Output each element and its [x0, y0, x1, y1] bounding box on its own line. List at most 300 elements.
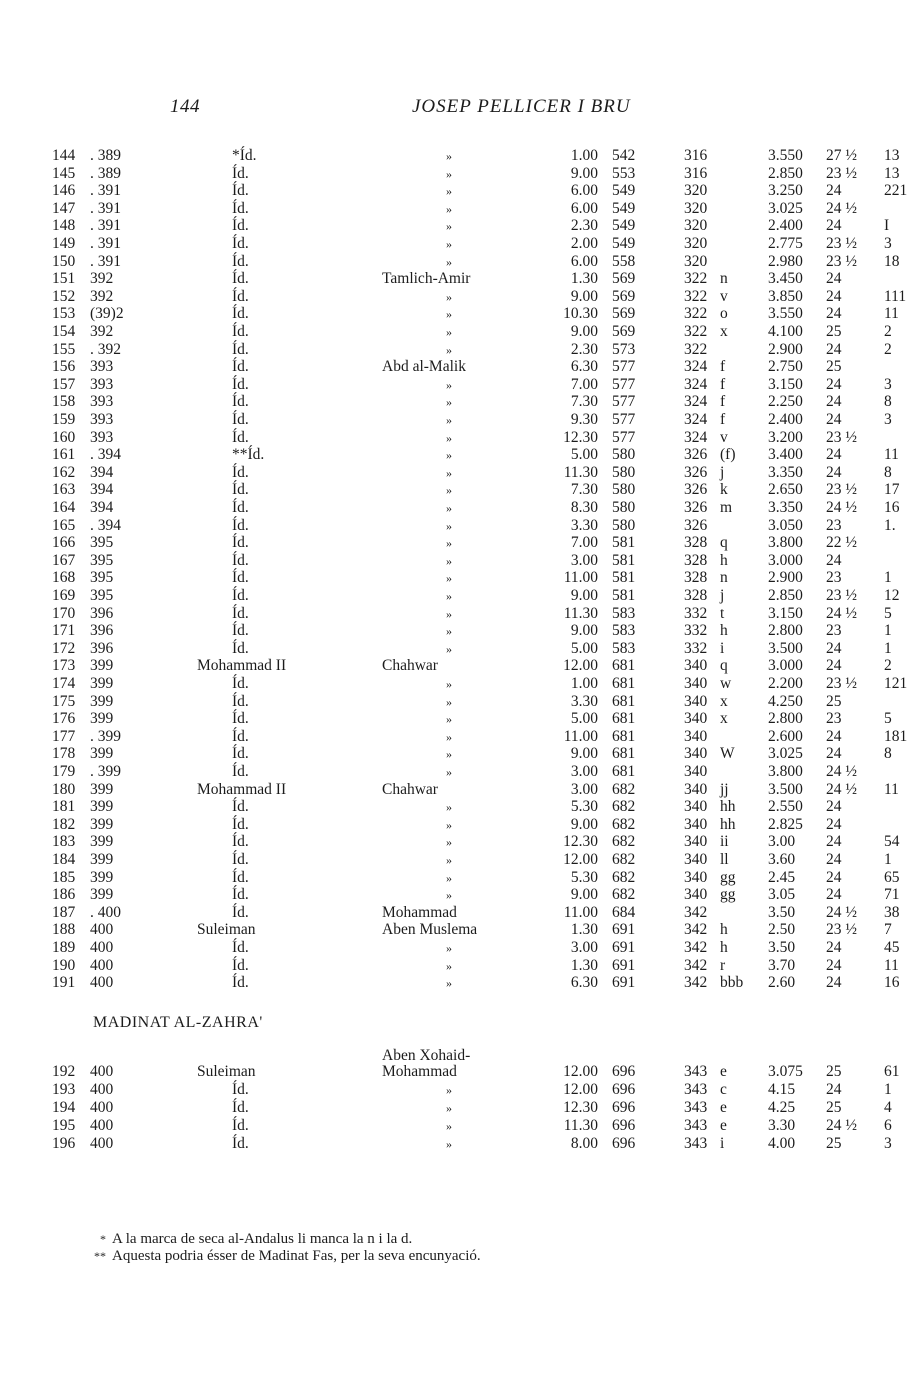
variant-letter-cell: jj — [720, 781, 729, 798]
weight-cell: 9.00 — [570, 816, 598, 833]
diameter-cell: 25 — [826, 693, 842, 710]
measure-cell: 3.850 — [768, 288, 803, 305]
table-row — [0, 710, 913, 728]
catalog-cell: 340 — [684, 710, 708, 727]
reference-cell: 577 — [612, 429, 636, 446]
measure-cell: 2.45 — [768, 869, 796, 886]
year-cell: 399 — [90, 745, 114, 762]
governor-cell: » — [446, 624, 452, 638]
coin-number: 191 — [52, 974, 76, 991]
measure-cell: 2.400 — [768, 411, 803, 428]
diameter-cell: 24 ½ — [826, 781, 857, 798]
coin-number: 157 — [52, 376, 76, 393]
year-cell: 394 — [90, 481, 114, 498]
variant-letter-cell: bbb — [720, 974, 744, 991]
extra-cell: 1 — [884, 1081, 892, 1098]
catalog-cell: 343 — [684, 1081, 708, 1098]
coin-number: 165 — [52, 517, 76, 534]
reference-cell: 681 — [612, 657, 636, 674]
table-row — [0, 869, 913, 887]
reference-cell: 581 — [612, 534, 636, 551]
coin-number: 196 — [52, 1135, 76, 1152]
ruler-cell: Íd. — [232, 305, 249, 322]
catalog-cell: 320 — [684, 253, 708, 270]
reference-cell: 691 — [612, 921, 636, 938]
variant-letter-cell: x — [720, 323, 728, 340]
coin-number: 160 — [52, 429, 76, 446]
coin-number: 163 — [52, 481, 76, 498]
variant-letter-cell: e — [720, 1117, 727, 1134]
coin-number: 195 — [52, 1117, 76, 1134]
table-row — [0, 957, 913, 975]
diameter-cell: 25 — [826, 323, 842, 340]
extra-cell: 3 — [884, 1135, 892, 1152]
governor-cell: » — [446, 378, 452, 392]
reference-cell: 682 — [612, 886, 636, 903]
variant-letter-cell: x — [720, 693, 728, 710]
coin-number: 148 — [52, 217, 76, 234]
reference-cell: 583 — [612, 605, 636, 622]
governor-cell: Abd al-Malik — [382, 358, 466, 375]
ruler-cell: Íd. — [232, 728, 249, 745]
footnotes — [78, 1231, 481, 1265]
year-cell: 399 — [90, 869, 114, 886]
ruler-cell: Íd. — [232, 270, 249, 287]
coin-number: 182 — [52, 816, 76, 833]
reference-cell: 580 — [612, 446, 636, 463]
weight-cell: 5.00 — [570, 640, 598, 657]
ruler-cell: **Íd. — [232, 446, 265, 463]
diameter-cell: 24 — [826, 640, 842, 657]
variant-letter-cell: i — [720, 1135, 725, 1152]
diameter-cell: 24 ½ — [826, 499, 857, 516]
year-cell: 399 — [90, 693, 114, 710]
weight-cell: 5.00 — [570, 710, 598, 727]
year-cell: 396 — [90, 605, 114, 622]
year-cell: 393 — [90, 393, 114, 410]
catalog-cell: 340 — [684, 798, 708, 815]
reference-cell: 691 — [612, 974, 636, 991]
year-cell: 400 — [90, 1063, 114, 1080]
weight-cell: 6.30 — [570, 974, 598, 991]
reference-cell: 583 — [612, 622, 636, 639]
reference-cell: 581 — [612, 569, 636, 586]
coin-number: 161 — [52, 446, 76, 463]
measure-cell: 2.200 — [768, 675, 803, 692]
variant-letter-cell: n — [720, 569, 728, 586]
catalog-cell: 332 — [684, 640, 708, 657]
weight-cell: 7.00 — [570, 534, 598, 551]
measure-cell: 2.750 — [768, 358, 803, 375]
diameter-cell: 24 ½ — [826, 904, 857, 921]
measure-cell: 3.500 — [768, 781, 803, 798]
measure-cell: 3.05 — [768, 886, 796, 903]
year-cell: 393 — [90, 358, 114, 375]
measure-cell: 3.250 — [768, 182, 803, 199]
table-row — [0, 798, 913, 816]
table-row — [0, 605, 913, 623]
catalog-cell: 326 — [684, 499, 708, 516]
coin-number: 181 — [52, 798, 76, 815]
diameter-cell: 25 — [826, 1099, 842, 1116]
diameter-cell: 24 — [826, 446, 842, 463]
governor-cell: » — [446, 448, 452, 462]
table-row — [0, 640, 913, 658]
measure-cell: 4.15 — [768, 1081, 796, 1098]
weight-cell: 12.00 — [563, 851, 598, 868]
variant-letter-cell: f — [720, 393, 726, 410]
governor-cell: » — [446, 483, 452, 497]
diameter-cell: 24 ½ — [826, 200, 857, 217]
ruler-cell: Íd. — [232, 939, 249, 956]
extra-cell: 12 — [884, 587, 900, 604]
measure-cell: 2.850 — [768, 587, 803, 604]
reference-cell: 682 — [612, 798, 636, 815]
table-row — [0, 693, 913, 711]
reference-cell: 569 — [612, 305, 636, 322]
catalog-cell: 340 — [684, 833, 708, 850]
reference-cell: 577 — [612, 411, 636, 428]
year-cell: . 392 — [90, 341, 121, 358]
weight-cell: 7.00 — [570, 376, 598, 393]
diameter-cell: 23 ½ — [826, 675, 857, 692]
reference-cell: 549 — [612, 217, 636, 234]
coin-number: 193 — [52, 1081, 76, 1098]
coin-number: 171 — [52, 622, 76, 639]
ruler-cell: *Íd. — [232, 147, 257, 164]
extra-cell: 6 — [884, 1117, 892, 1134]
reference-cell: 696 — [612, 1135, 636, 1152]
diameter-cell: 24 — [826, 728, 842, 745]
governor-cell: » — [446, 1119, 452, 1133]
measure-cell: 3.400 — [768, 446, 803, 463]
weight-cell: 5.30 — [570, 798, 598, 815]
reference-cell: 581 — [612, 552, 636, 569]
table-row — [0, 358, 913, 376]
catalog-cell: 342 — [684, 957, 708, 974]
governor-cell: » — [446, 219, 452, 233]
governor-cell: » — [446, 730, 452, 744]
ruler-cell: Íd. — [232, 886, 249, 903]
weight-cell: 1.30 — [570, 957, 598, 974]
table-row — [0, 288, 913, 306]
catalog-cell: 343 — [684, 1135, 708, 1152]
coin-number: 153 — [52, 305, 76, 322]
measure-cell: 3.50 — [768, 939, 796, 956]
ruler-cell: Íd. — [232, 710, 249, 727]
weight-cell: 9.00 — [570, 886, 598, 903]
measure-cell: 3.000 — [768, 657, 803, 674]
ruler-cell: Íd. — [232, 816, 249, 833]
weight-cell: 6.00 — [570, 200, 598, 217]
reference-cell: 681 — [612, 710, 636, 727]
catalog-cell: 324 — [684, 393, 708, 410]
measure-cell: 3.450 — [768, 270, 803, 287]
variant-letter-cell: e — [720, 1063, 727, 1080]
year-cell: 399 — [90, 710, 114, 727]
measure-cell: 2.650 — [768, 481, 803, 498]
diameter-cell: 24 — [826, 270, 842, 287]
ruler-cell: Íd. — [232, 393, 249, 410]
table-row — [0, 552, 913, 570]
table-row — [0, 446, 913, 464]
ruler-cell: Íd. — [232, 464, 249, 481]
year-cell: 395 — [90, 552, 114, 569]
variant-letter-cell: h — [720, 552, 728, 569]
ruler-cell: Íd. — [232, 745, 249, 762]
weight-cell: 12.00 — [563, 657, 598, 674]
year-cell: 399 — [90, 675, 114, 692]
weight-cell: 12.00 — [563, 1081, 598, 1098]
coin-number: 186 — [52, 886, 76, 903]
table-row — [0, 393, 913, 411]
extra-cell: 38 — [884, 904, 900, 921]
weight-cell: 12.30 — [563, 833, 598, 850]
catalog-cell: 332 — [684, 622, 708, 639]
coin-number: 168 — [52, 569, 76, 586]
diameter-cell: 25 — [826, 358, 842, 375]
year-cell: . 400 — [90, 904, 121, 921]
coin-number: 154 — [52, 323, 76, 340]
catalog-cell: 322 — [684, 305, 708, 322]
variant-letter-cell: o — [720, 305, 728, 322]
catalog-cell: 342 — [684, 921, 708, 938]
coin-number: 179 — [52, 763, 76, 780]
variant-letter-cell: e — [720, 1099, 727, 1116]
variant-letter-cell: c — [720, 1081, 727, 1098]
reference-cell: 583 — [612, 640, 636, 657]
catalog-cell: 320 — [684, 217, 708, 234]
year-cell: 400 — [90, 1117, 114, 1134]
measure-cell: 3.075 — [768, 1063, 803, 1080]
table-row — [0, 939, 913, 957]
governor-cell: » — [446, 571, 452, 585]
measure-cell: 2.400 — [768, 217, 803, 234]
coin-number: 144 — [52, 147, 76, 164]
variant-letter-cell: m — [720, 499, 733, 516]
measure-cell: 3.350 — [768, 499, 803, 516]
ruler-cell: Íd. — [232, 851, 249, 868]
page-number: 144 — [170, 96, 200, 117]
governor-cell: Tamlich-Amir — [382, 270, 471, 287]
measure-cell: 2.250 — [768, 393, 803, 410]
extra-cell: 2 — [884, 341, 892, 358]
ruler-cell: Íd. — [232, 798, 249, 815]
reference-cell: 577 — [612, 358, 636, 375]
table-row — [0, 904, 913, 922]
measure-cell: 2.800 — [768, 710, 803, 727]
ruler-cell: Íd. — [232, 1117, 249, 1134]
year-cell: 395 — [90, 534, 114, 551]
catalog-cell: 342 — [684, 904, 708, 921]
weight-cell: 11.30 — [563, 1117, 598, 1134]
weight-cell: 1.00 — [570, 675, 598, 692]
coin-number: 150 — [52, 253, 76, 270]
governor-cell: » — [446, 765, 452, 779]
diameter-cell: 24 ½ — [826, 763, 857, 780]
diameter-cell: 24 — [826, 974, 842, 991]
reference-cell: 577 — [612, 376, 636, 393]
weight-cell: 3.30 — [570, 517, 598, 534]
catalog-cell: 324 — [684, 358, 708, 375]
variant-letter-cell: hh — [720, 816, 736, 833]
ruler-cell: Íd. — [232, 323, 249, 340]
diameter-cell: 23 ½ — [826, 587, 857, 604]
measure-cell: 3.200 — [768, 429, 803, 446]
footnote — [78, 1248, 481, 1265]
table-row — [0, 200, 913, 218]
variant-letter-cell: hh — [720, 798, 736, 815]
year-cell: 396 — [90, 622, 114, 639]
reference-cell: 569 — [612, 270, 636, 287]
ruler-cell: Suleiman — [197, 1063, 256, 1080]
extra-cell: 17 — [884, 481, 900, 498]
diameter-cell: 24 — [826, 851, 842, 868]
diameter-cell: 24 — [826, 464, 842, 481]
variant-letter-cell: h — [720, 622, 728, 639]
extra-cell: 45 — [884, 939, 900, 956]
catalog-cell: 340 — [684, 693, 708, 710]
extra-cell: 3 — [884, 376, 892, 393]
reference-cell: 580 — [612, 481, 636, 498]
table-row — [0, 376, 913, 394]
table-row — [0, 1081, 913, 1099]
weight-cell: 9.00 — [570, 288, 598, 305]
reference-cell: 681 — [612, 728, 636, 745]
governor-cell: » — [446, 413, 452, 427]
extra-cell: 7 — [884, 921, 892, 938]
year-cell: 400 — [90, 1135, 114, 1152]
governor-cell: » — [446, 1083, 452, 1097]
ruler-cell: Íd. — [232, 569, 249, 586]
year-cell: 399 — [90, 886, 114, 903]
diameter-cell: 23 — [826, 622, 842, 639]
coin-number: 158 — [52, 393, 76, 410]
ruler-cell: Íd. — [232, 499, 249, 516]
coin-number: 187 — [52, 904, 76, 921]
measure-cell: 3.050 — [768, 517, 803, 534]
extra-cell: 111 — [884, 288, 907, 305]
footnote-text: A la marca de seca al-Andalus li manca la n i la d. — [112, 1231, 413, 1247]
diameter-cell: 24 — [826, 886, 842, 903]
year-cell: . 389 — [90, 165, 121, 182]
governor-cell: Aben Muslema — [382, 921, 478, 938]
reference-cell: 553 — [612, 165, 636, 182]
table-row — [0, 323, 913, 341]
weight-cell: 2.30 — [570, 341, 598, 358]
coin-number: 190 — [52, 957, 76, 974]
diameter-cell: 24 — [826, 288, 842, 305]
year-cell: 400 — [90, 939, 114, 956]
diameter-cell: 25 — [826, 1135, 842, 1152]
table-row — [0, 622, 913, 640]
weight-cell: 8.30 — [570, 499, 598, 516]
catalog-cell: 340 — [684, 728, 708, 745]
measure-cell: 3.60 — [768, 851, 796, 868]
coin-number: 177 — [52, 728, 76, 745]
measure-cell: 2.850 — [768, 165, 803, 182]
ruler-cell: Íd. — [232, 235, 249, 252]
governor-cell: » — [446, 202, 452, 216]
table-row — [0, 429, 913, 447]
variant-letter-cell: i — [720, 640, 725, 657]
diameter-cell: 24 — [826, 552, 842, 569]
reference-cell: 682 — [612, 833, 636, 850]
diameter-cell: 23 ½ — [826, 429, 857, 446]
measure-cell: 2.600 — [768, 728, 803, 745]
measure-cell: 2.60 — [768, 974, 796, 991]
coin-number: 152 — [52, 288, 76, 305]
diameter-cell: 23 — [826, 569, 842, 586]
extra-cell: 65 — [884, 869, 900, 886]
extra-cell: 1 — [884, 569, 892, 586]
governor-cell: » — [446, 554, 452, 568]
diameter-cell: 24 — [826, 411, 842, 428]
governor-cell: » — [446, 1101, 452, 1115]
catalog-cell: 340 — [684, 869, 708, 886]
diameter-cell: 24 — [826, 376, 842, 393]
table-row — [0, 253, 913, 271]
table-row — [0, 763, 913, 781]
table-row — [0, 481, 913, 499]
ruler-cell: Íd. — [232, 640, 249, 657]
reference-cell: 696 — [612, 1117, 636, 1134]
ruler-cell: Íd. — [232, 763, 249, 780]
extra-cell: I — [884, 217, 890, 234]
coin-number: 155 — [52, 341, 76, 358]
reference-cell: 549 — [612, 182, 636, 199]
weight-cell: 9.30 — [570, 411, 598, 428]
measure-cell: 3.30 — [768, 1117, 796, 1134]
measure-cell: 3.800 — [768, 763, 803, 780]
weight-cell: 12.30 — [563, 429, 598, 446]
year-cell: 399 — [90, 851, 114, 868]
extra-cell: 1. — [884, 517, 896, 534]
measure-cell: 3.00 — [768, 833, 796, 850]
variant-letter-cell: f — [720, 376, 726, 393]
extra-cell: 16 — [884, 974, 900, 991]
coin-number: 184 — [52, 851, 76, 868]
governor-cell: Mohammad — [382, 1063, 457, 1080]
weight-cell: 11.30 — [563, 464, 598, 481]
variant-letter-cell: x — [720, 710, 728, 727]
measure-cell: 3.70 — [768, 957, 796, 974]
table-row — [0, 534, 913, 552]
governor-cell: » — [446, 149, 452, 163]
catalog-cell: 320 — [684, 182, 708, 199]
table-row — [0, 165, 913, 183]
weight-cell: 11.00 — [563, 569, 598, 586]
extra-cell: 8 — [884, 464, 892, 481]
variant-letter-cell: q — [720, 534, 728, 551]
governor-cell: » — [446, 589, 452, 603]
coin-number: 178 — [52, 745, 76, 762]
year-cell: 393 — [90, 376, 114, 393]
ruler-cell: Íd. — [232, 675, 249, 692]
table-row — [0, 270, 913, 288]
reference-cell: 681 — [612, 745, 636, 762]
weight-cell: 9.00 — [570, 622, 598, 639]
ruler-cell: Íd. — [232, 974, 249, 991]
year-cell: (39)2 — [90, 305, 124, 322]
ruler-cell: Mohammad II — [197, 781, 287, 798]
measure-cell: 3.000 — [768, 552, 803, 569]
coin-number: 175 — [52, 693, 76, 710]
reference-cell: 681 — [612, 675, 636, 692]
diameter-cell: 24 — [826, 939, 842, 956]
governor-cell: » — [446, 431, 452, 445]
table-row — [0, 921, 913, 939]
